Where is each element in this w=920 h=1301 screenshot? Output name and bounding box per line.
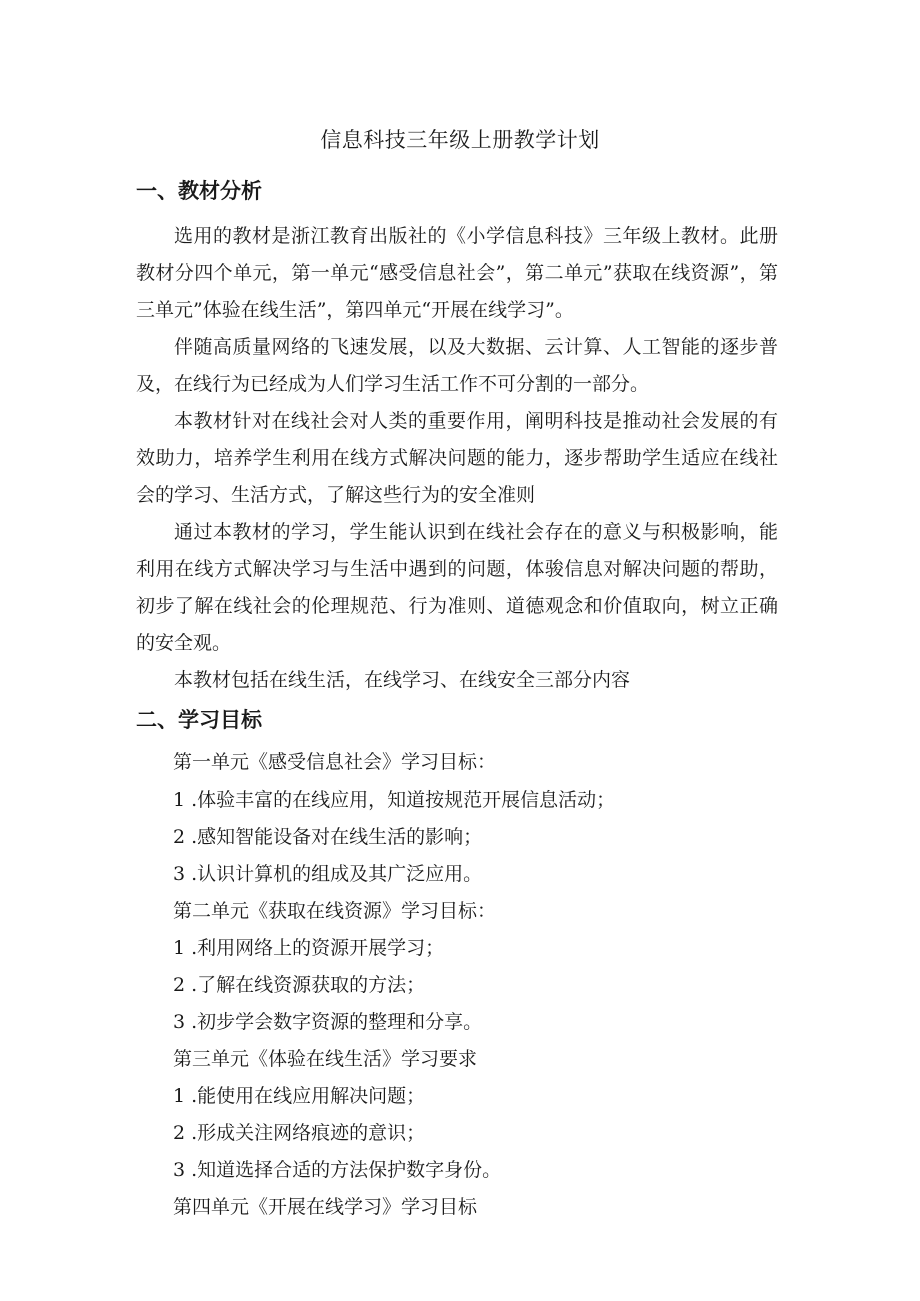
section-heading-textbook-analysis: 一、教材分析: [136, 179, 262, 203]
paragraph-textbook-intro: 选用的教材是浙江教育出版社的《小学信息科技》三年级上教材。此册教材分四个单元，第一单元“感受信息社会”，第二单元”获取在线资源”，第三单元”体验在线生活”，第四单元“开展在线学习”。: [136, 225, 778, 321]
paragraph-content-parts: 本教材包括在线生活，在线学习、在线安全三部分内容: [174, 669, 631, 691]
unit4-goals-heading: 第四单元《开展在线学习》学习目标: [173, 1196, 478, 1218]
paragraph-textbook-purpose: 本教材针对在线社会对人类的重要作用，阐明科技是推动社会发展的有效助力，培养学生利用在线方式解决问题的能力，逐步帮助学生适应在线社会的学习、生活方式，了解这些行为的安全准则: [136, 410, 778, 506]
unit2-goal-item: 1 .利用网络上的资源开展学习；: [173, 937, 445, 959]
unit3-goal-item: 2 .形成关注网络痕迹的意识；: [173, 1122, 426, 1144]
document-title: 信息科技三年级上册教学计划: [320, 128, 600, 152]
unit2-goals-heading: 第二单元《获取在线资源》学习目标：: [173, 900, 497, 922]
unit1-goal-item: 3 .认识计算机的组成及其广泛应用。: [173, 863, 483, 885]
paragraph-network-development: 伴随高质量网络的飞速发展，以及大数据、云计算、人工智能的逐步普及，在线行为已经成为人们学习生活工作不可分割的一部分。: [136, 336, 778, 395]
unit2-goal-item: 3 .初步学会数字资源的整理和分享。: [173, 1011, 483, 1033]
section-heading-learning-goals: 二、学习目标: [136, 708, 262, 732]
unit3-goal-item: 3 .知道选择合适的方法保护数字身份。: [173, 1159, 502, 1181]
unit1-goal-item: 1 .体验丰富的在线应用，知道按规范开展信息活动；: [173, 789, 616, 811]
unit1-goals-heading: 第一单元《感受信息社会》学习目标：: [173, 751, 497, 773]
unit1-goal-item: 2 .感知智能设备对在线生活的影响；: [173, 826, 483, 848]
unit3-goal-item: 1 .能使用在线应用解决问题；: [173, 1085, 426, 1107]
paragraph-learning-outcomes: 通过本教材的学习，学生能认识到在线社会存在的意义与积极影响，能利用在线方式解决学习与生活中遇到的问题，体骏信息对解决问题的帮助，初步了解在线社会的伦理规范、行为准则、道德观念和价值取向，树立正确的安全观。: [136, 521, 778, 654]
unit2-goal-item: 2 .了解在线资源获取的方法；: [173, 974, 426, 996]
unit3-goals-heading: 第三单元《体验在线生活》学习要求: [173, 1048, 478, 1070]
